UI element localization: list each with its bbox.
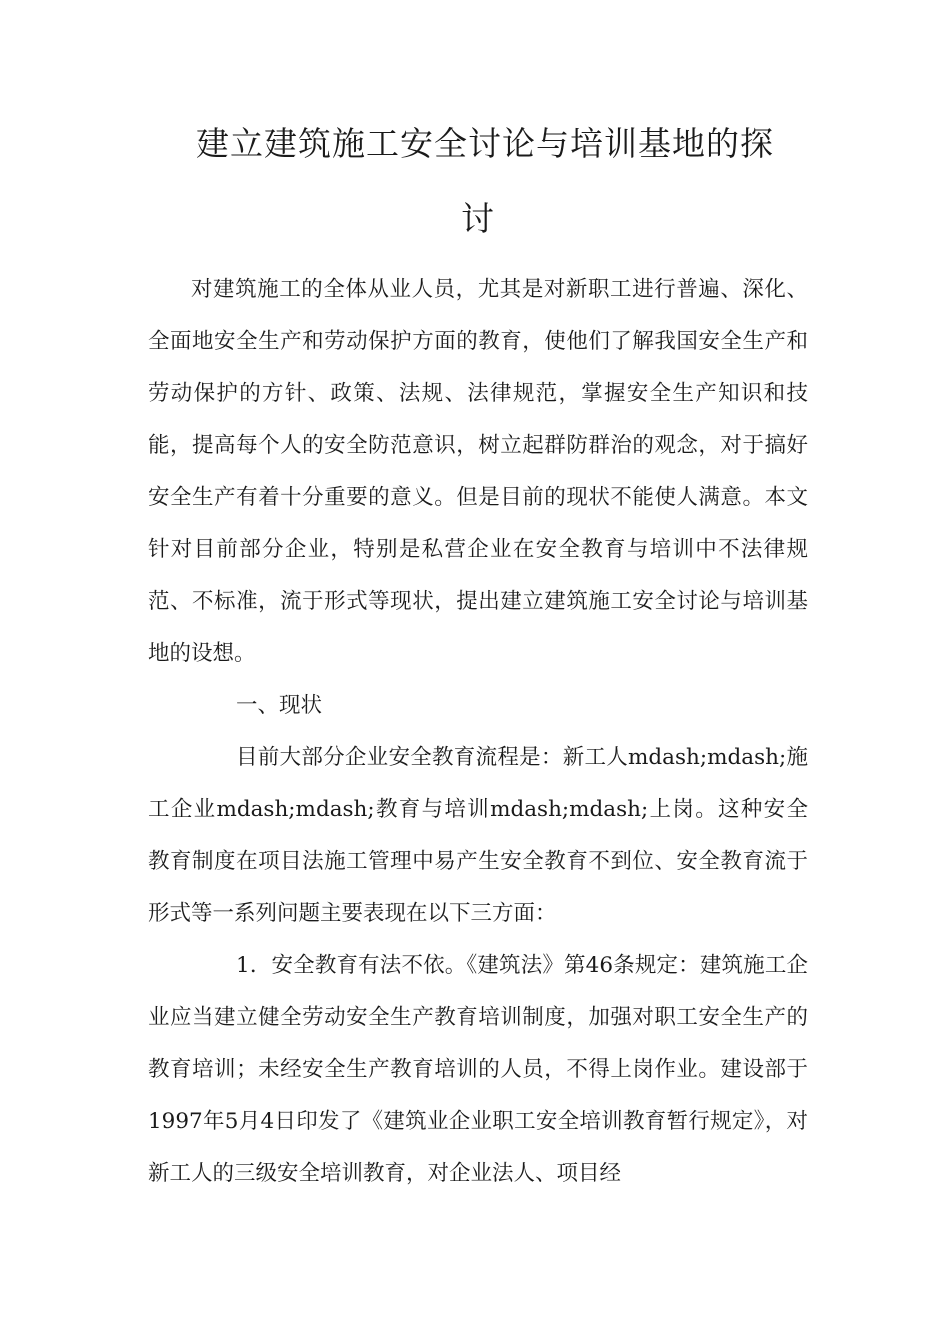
paragraph-intro: 对建筑施工的全体从业人员，尤其是对新职工进行普遍、深化、全面地安全生产和劳动保护方面的教育，使他们了解我国安全生产和劳动保护的方针、政策、法规、法律规范，掌握安全生产知识和技能，提高每个人的安全防范意识，树立起群防群治的观念，对于搞好安全生产有着十分重要的意义。但是目前的现状不能使人满意。本文针对目前部分企业，特别是私营企业在安全教育与培训中不法律规范、不标准，流于形式等现状，提出建立建筑施工安全讨论与培训基地的设想。 xyxy=(148,277,808,666)
title-line-2: 讨 xyxy=(461,199,495,238)
document-body xyxy=(148,264,808,1200)
document-title xyxy=(148,106,808,256)
title-line-1: 建立建筑施工安全讨论与培训基地的探 xyxy=(196,124,774,163)
paragraph-status: 目前大部分企业安全教育流程是：新工人mdash;mdash;施工企业mdash;mdash;教育与培训mdash;mdash;上岗。这种安全教育制度在项目法施工管理中易产生安全教育不到位、安全教育流于形式等一系列问题主要表现在以下三方面： xyxy=(148,745,808,926)
paragraph-point-1: 1．安全教育有法不依。《建筑法》第46条规定：建筑施工企业应当建立健全劳动安全生产教育培训制度，加强对职工安全生产的教育培训；未经安全生产教育培训的人员，不得上岗作业。建设部于1997年5月4日印发了《建筑业企业职工安全培训教育暂行规定》，对新工人的三级安全培训教育，对企业法人、项目经 xyxy=(148,953,808,1186)
section-heading-status: 一、现状 xyxy=(236,693,323,718)
